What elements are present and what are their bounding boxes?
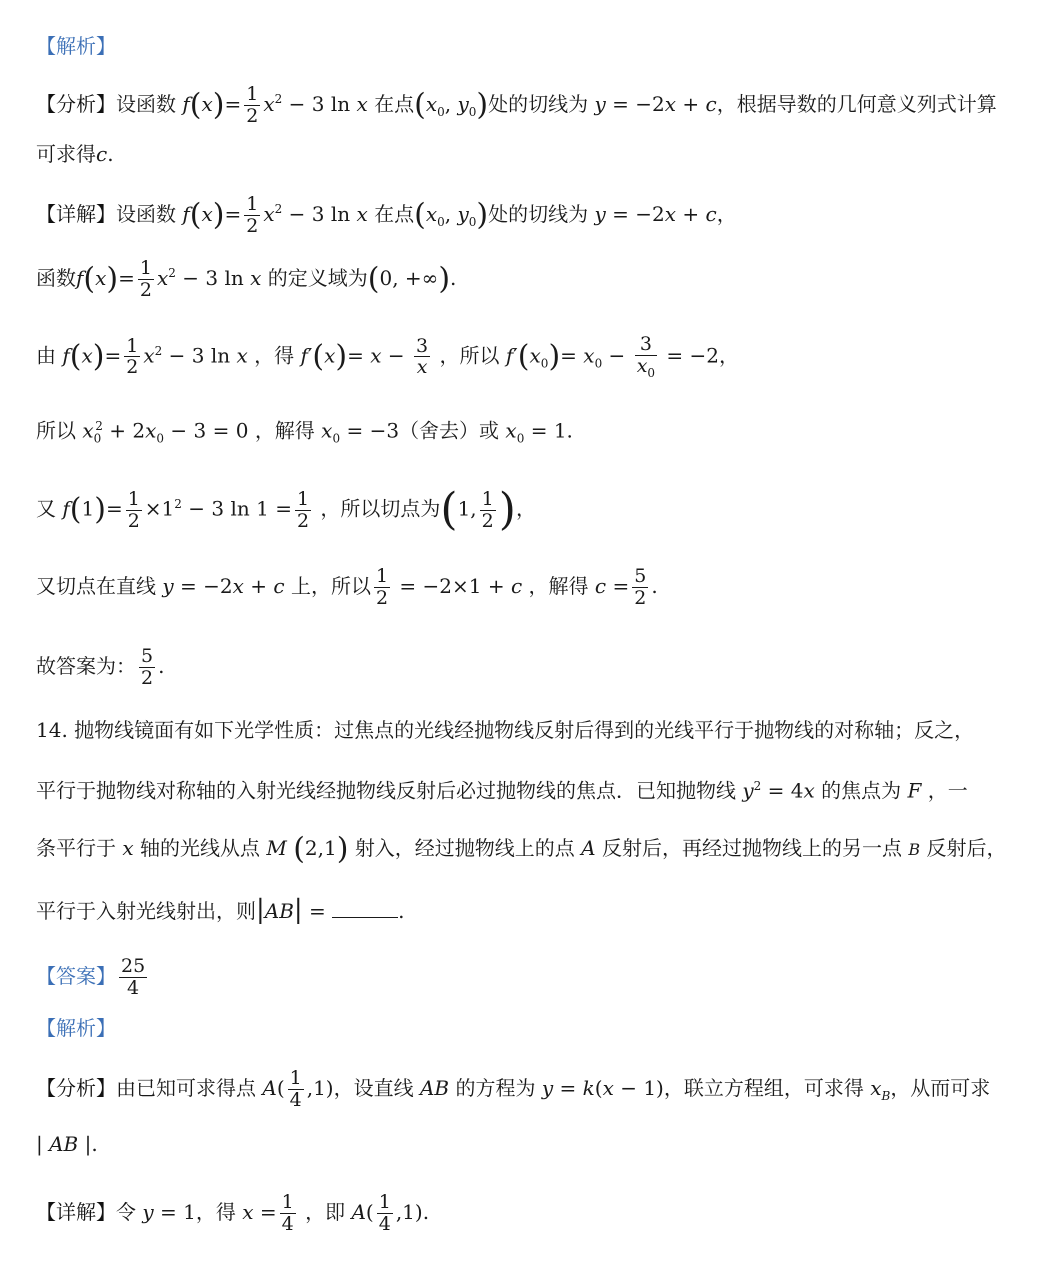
text: 在点 [374,91,415,116]
fraction: $\frac{1}{2}$ [246,193,259,237]
answer-blank [332,899,398,918]
answer-numerator: 25 [121,955,146,977]
text: ，根据导数的几何意义列式计算 [716,91,997,116]
text: ，得 [195,1199,236,1224]
fraction: $\frac{1}{2}$ [296,487,310,532]
q14-line-1 [36,716,974,744]
text: 所以 [36,418,76,443]
text: ，从而可求 [890,1075,991,1100]
text: （舍去）或 [399,418,500,443]
text: 平行于抛物线对称轴的入射光线经抛物线反射后必过抛物线的焦点．已知抛物线 [36,778,736,803]
text: ，所以 [439,343,500,368]
text: 抛物线镜面有如下光学性质：过焦点的光线经抛物线反射后得到的光线平行于抛物线的对称轴；反之， [74,718,975,742]
fraction: $\frac{1}{2}$ [127,487,140,532]
fraction: $\frac{1}{2}$ [375,565,389,609]
text: 轴的光线从点 [140,836,260,860]
answer-tag: 【答案】 [36,963,116,988]
text: 的方程为 [455,1075,536,1100]
text: 反射后， [926,836,1007,860]
text: 处的切线为 [488,201,589,226]
text: 处的切线为 [488,91,589,116]
text: 函数 [36,265,76,290]
fraction: $\frac{5}{2}$ [634,565,647,609]
analysis-tag: 【分析】 [36,91,116,116]
text: ，联立方程组，可求得 [663,1075,864,1100]
answer-denominator: 4 [127,976,140,999]
text: 由已知可求得点 [116,1075,256,1100]
derivative-line: 由 f(x)= $\frac{1}{2}$ $x^2 - 3$ ln x ，得 f′(x)= x − $\frac{3}{x}$ ，所以 $f'(x_0)= x_0$ − $\frac{3}{x_0}$ = −2， [36,333,740,380]
fraction: $\frac{1}{4}$ [289,1067,302,1111]
s14-detail-line: 【详解】令 y = 1，得 x = $\frac{1}{4}$ ，即 A( $\frac{1}{4}$ ,1). [36,1191,430,1235]
domain-line: 函数f(x)= $\frac{1}{2}$ $x^2 - 3$ ln x 的定义域为(0, +∞). [36,257,457,301]
final-answer-line: 故答案为： $\frac{5}{2}$ . [36,645,165,689]
text: ，即 [305,1199,346,1224]
solve-x0-line: 所以 $x_0^2 + 2x_0 - 3 = 0$ ，解得 $x_0 = -3$（舍去）或 $x_0 = 1$. [36,418,573,446]
fraction: $\frac{1}{4}$ [281,1191,294,1235]
text: 令 [116,1199,136,1224]
detail-tag: 【详解】 [36,1199,116,1224]
tangent-point-line: 又 f(1)= $\frac{1}{2}$ $\times 1^2 - 3$ ln 1 = $\frac{1}{2}$ ，所以切点为(1, $\frac{1}{2}$ )， [36,484,536,535]
text: 可求得 [36,142,96,166]
detail-tag: 【详解】 [36,201,116,226]
text: 射入，经过抛物线上的点 [354,836,575,860]
text: ，解得 [528,573,589,598]
fraction: $\frac{1}{2}$ [481,487,494,532]
text: 故答案为： [36,653,136,678]
text: 的定义域为 [267,265,368,290]
text: ，所以切点为 [320,496,441,521]
text: 平行于入射光线射出，则 [36,899,256,923]
answer-fraction [119,956,147,999]
fraction: $\frac{1}{2}$ [126,334,139,379]
text: 条平行于 [36,836,116,860]
text: 设函数 [116,201,176,226]
s14-analysis-line-2: | AB |. [36,1132,98,1156]
text: ，设直线 [333,1075,414,1100]
detail-line-1: 【详解】设函数 f(x)= $\frac{1}{2}$ $x^2 - 3$ ln x 在点($x_0$, $y_0$)处的切线为 y = −2x + c， [36,193,737,237]
text: 反射后，再经过抛物线上的另一点 [601,836,902,860]
text: 又 [36,496,56,521]
analysis-line-1: 【分析】设函数 f(x)= $\frac{1}{2}$ $x^2 - 3$ ln x 在点($x_0$, $y_0$)处的切线为 y = −2x + c，根据导数的几何意义列式计算 [36,83,997,127]
text: 设函数 [116,91,176,116]
q14-line-4: 平行于入射光线射出，则|AB| = . [36,895,405,925]
solve-c-line: 又切点在直线 y = −2x + c 上，所以 $\frac{1}{2}$ = −2×1 + c ，解得 c = $\frac{5}{2}$ . [36,565,658,609]
question-number: 14. [36,718,68,742]
fraction: $\frac{1}{2}$ [246,83,259,127]
fraction: $\frac{1}{4}$ [378,1191,391,1235]
analysis-line-2: 可求得c. [36,142,114,166]
jiexi-label: 【解析】 [36,34,116,58]
fraction: $\frac{3}{x_0}$ [636,333,656,380]
text: 上，所以 [290,573,371,598]
q14-answer-line [36,956,150,999]
text: 在点 [374,201,415,226]
q14-line-2: 平行于抛物线对称轴的入射光线经抛物线反射后必过抛物线的焦点．已知抛物线 $y^2 = 4x$ 的焦点为 F ，一 [36,778,968,803]
fraction: $\frac{1}{2}$ [139,257,152,301]
text: ，得 [254,343,295,368]
analysis-tag: 【分析】 [36,1075,116,1100]
text: ，解得 [254,418,315,443]
jiexi-label-2: 【解析】 [36,1016,116,1040]
text: 的焦点为 [821,778,902,803]
s14-analysis-line-1: 【分析】由已知可求得点 A( $\frac{1}{4}$ ,1)，设直线 AB 的方程为 y = k(x − 1)，联立方程组，可求得 $x_B$，从而可求 [36,1067,991,1111]
fraction: $\frac{3}{x}$ [416,334,429,379]
text: ，一 [927,778,968,803]
q14-line-3: 条平行于 x 轴的光线从点 M (2,1) 射入，经过抛物线上的点 A 反射后，再经过抛物线上的另一点 B 反射后， [36,831,1007,867]
fraction: $\frac{5}{2}$ [141,645,154,689]
text: 由 [36,343,56,368]
text: 又切点在直线 [36,573,156,598]
